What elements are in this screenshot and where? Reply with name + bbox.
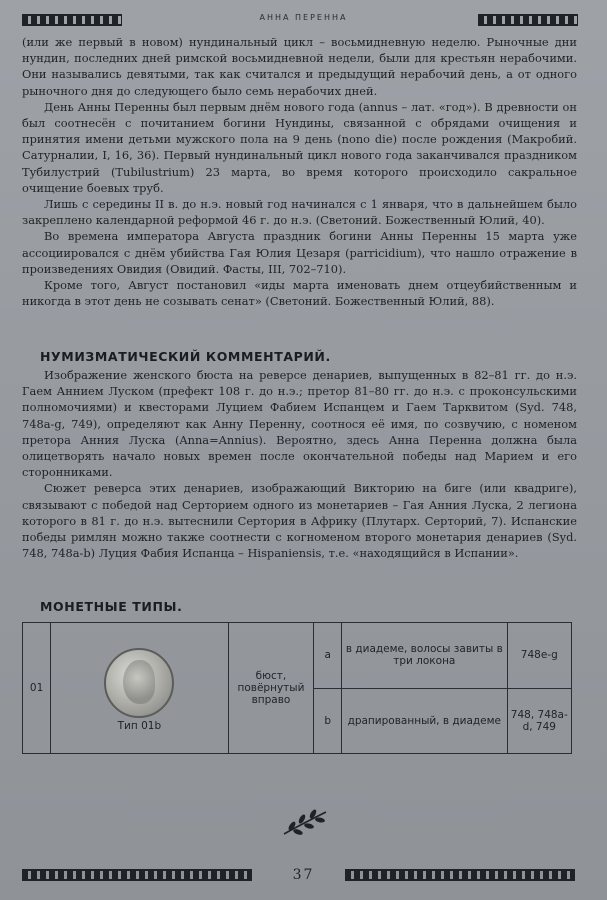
header-ornament-right bbox=[478, 14, 578, 26]
paragraph: Сюжет реверса этих денариев, изображающий Викторию на биге (или квадриге), связывают с победой над Серторием одного из монетариев – Гая Анния Луска, 2 легиона которого в 81 г. до н.э. вытеснили Сертория в Африку (Плутарх. Серторий, 7). Испанские победы римлян можно также соотнести с когноменом второго монетария денариев (Syd. 748, 748a-b) Луция Фабия Испанца – Hispaniensis, т.е. «находящийся в Испании». bbox=[22, 481, 577, 561]
coin-types-heading: МОНЕТНЫЕ ТИПЫ. bbox=[40, 599, 183, 614]
paragraph: День Анны Перенны был первым днём нового года (annus – лат. «год»). В древности он был соотнесён с почитанием богини Нундины, связанной с обрядами очищения и принятия имени детьми мужского пола на 9 день (nono die) после рождения (Макробий. Сатурналии, I, 16, 36). Первый нундинальный цикл нового года заканчивался праздником Тубилустрий (Tubilustrium) 23 марта, во время которого происходило сакральное очищение боевых труб. bbox=[22, 99, 577, 195]
paragraph: Кроме того, Август постановил «иды марта именовать днем отцеубийственным и никогда в этот день не созывать сенат» (Светоний. Божественный Юлий, 88). bbox=[22, 278, 577, 309]
paragraph: Лишь с середины II в. до н.э. новый год начинался с 1 января, что в дальнейшем было закреплено календарной реформой 46 г. до н.э. (Светоний. Божественный Юлий, 40). bbox=[22, 197, 577, 228]
variant-refs: 748, 748a-d, 749 bbox=[507, 688, 571, 754]
numismatic-text bbox=[22, 367, 577, 561]
coin-caption: Тип 01b bbox=[117, 720, 162, 732]
laurel-ornament-icon bbox=[280, 808, 330, 838]
variant-refs: 748e-g bbox=[507, 623, 571, 689]
coin-image bbox=[104, 648, 174, 718]
table-row bbox=[23, 623, 572, 689]
variant-letter: a bbox=[314, 623, 342, 689]
variant-text: драпированный, в диадеме bbox=[342, 688, 508, 754]
variant-letter: b bbox=[314, 688, 342, 754]
coin-types-table bbox=[22, 622, 572, 754]
body-text bbox=[22, 34, 577, 309]
type-description: бюст, повёрнутый вправо bbox=[228, 623, 314, 754]
running-head: АННА ПЕРЕННА bbox=[259, 13, 348, 22]
paragraph: Во времена императора Августа праздник богини Анны Перенны 15 марта уже ассоциировался с днём убийства Гая Юлия Цезаря (parricidium), что нашло отражение в произведениях Овидия (Овидий. Фасты, III, 702–710). bbox=[22, 229, 577, 276]
coin-image-cell bbox=[51, 623, 228, 754]
paragraph: Изображение женского бюста на реверсе денариев, выпущенных в 82–81 гг. до н.э. Гаем Аннием Луском (префект 108 г. до н.э.; претор 81–80 гг. до н.э. с проконсульскими полномочиями) и квесторами Луцием Фабием Испанцем и Гаем Тарквитом (Syd. 748, 748a-g, 749), определяют как Анну Перенну, соотнося её имя, по созвучию, с номеном претора Анния Луска (Anna=Annius). Вероятно, здесь Анна Перенна должна была олицетворять начало новых времен после окончательной победы над Марием и его сторонниками. bbox=[22, 368, 577, 480]
variant-text: в диадеме, волосы завиты в три локона bbox=[342, 623, 508, 689]
footer-ornament-right bbox=[345, 869, 575, 881]
paragraph: (или же первый в новом) нундинальный цикл – восьмидневную неделю. Рыночные дни нундин, последних дней римской восьмидневной недели, были для крестьян нерабочими. Они назывались девятыми, так как считался и предыдущий нерабочий день, а от одного рыночного дня до следующего было семь нерабочих дней. bbox=[22, 35, 577, 98]
page-number: 37 bbox=[292, 867, 315, 883]
type-number: 01 bbox=[23, 623, 51, 754]
numismatic-heading: НУМИЗМАТИЧЕСКИЙ КОММЕНТАРИЙ. bbox=[40, 349, 331, 364]
